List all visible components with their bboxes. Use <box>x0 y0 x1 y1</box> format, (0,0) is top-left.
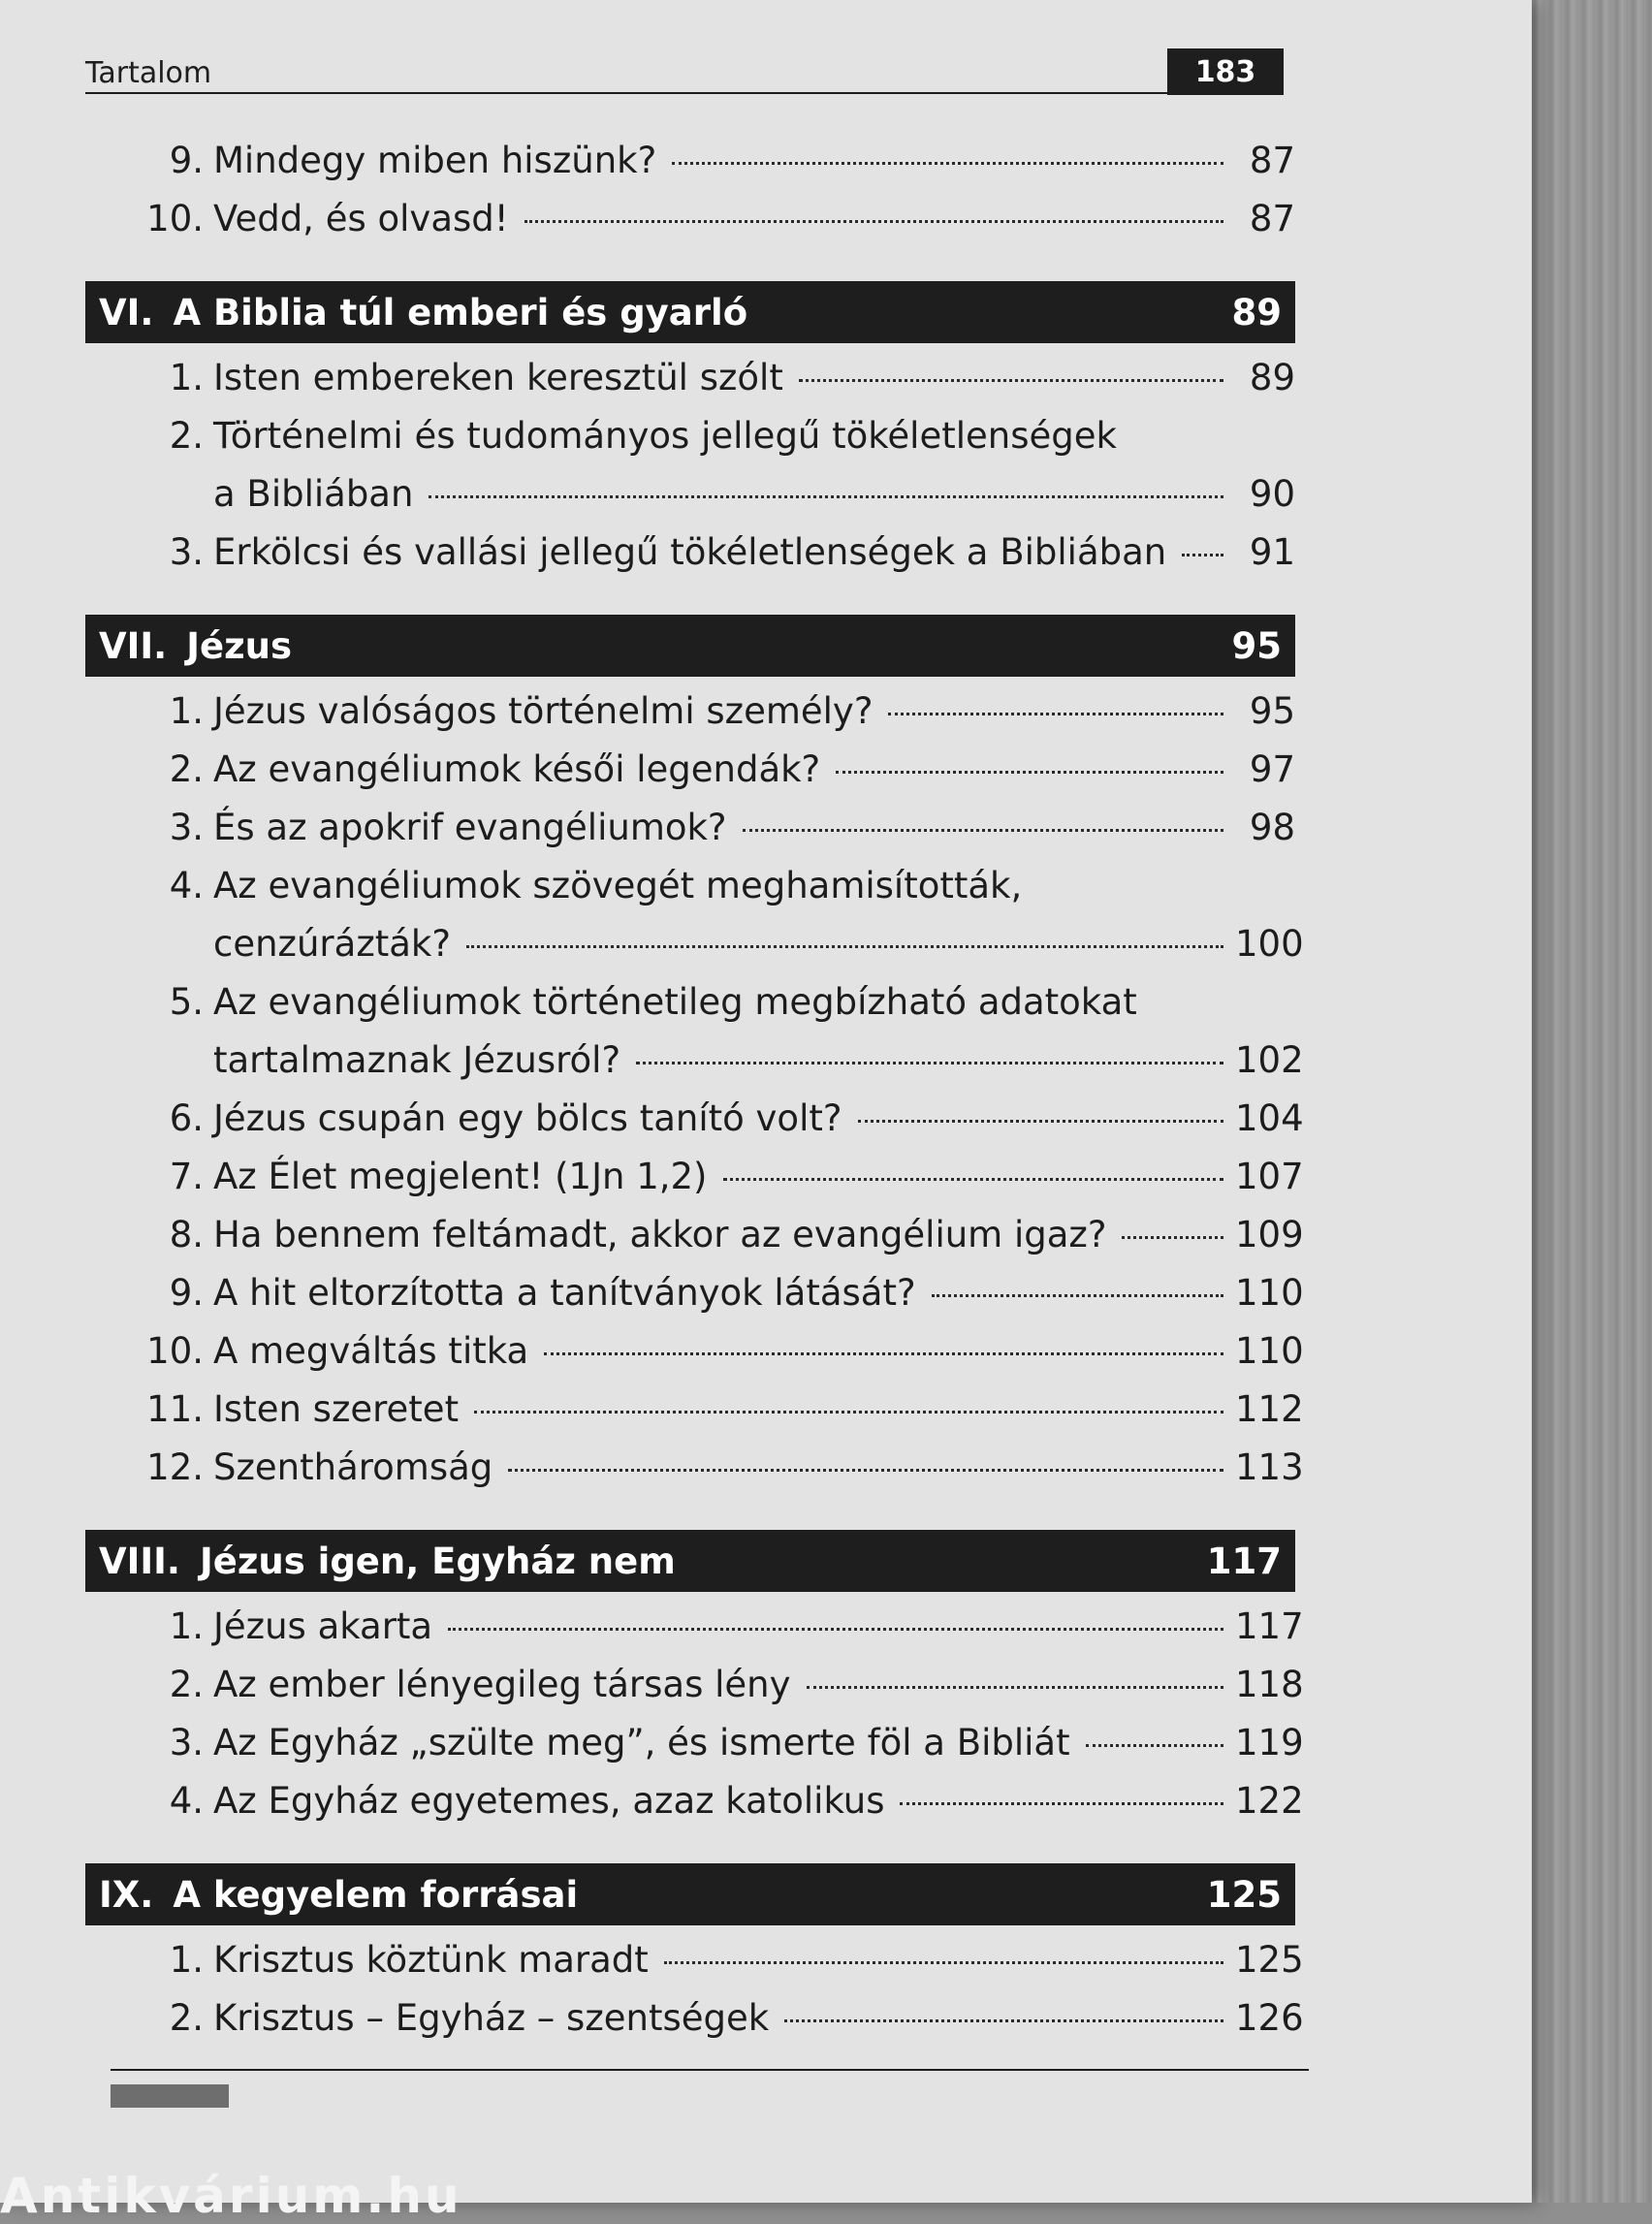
entry-number: 10. <box>146 198 204 239</box>
entry-number: 2. <box>169 748 204 790</box>
entry-page-number: 126 <box>1235 1997 1304 2039</box>
toc-entry <box>85 683 1295 741</box>
entry-title: Isten szeretet <box>213 1388 460 1430</box>
chapter-heading <box>85 1530 1295 1592</box>
chapter-page-number: 117 <box>1206 1540 1282 1582</box>
entry-title: A megváltás titka <box>213 1330 529 1372</box>
toc-entry <box>85 1989 1304 2048</box>
entry-title: Krisztus – Egyház – szentségek <box>213 1997 770 2039</box>
toc-entry-continuation <box>85 465 1295 524</box>
entry-page-number: 104 <box>1235 1097 1304 1139</box>
dot-leader <box>723 1178 1224 1181</box>
dot-leader <box>743 829 1223 832</box>
entry-page-number: 102 <box>1235 1039 1304 1081</box>
dot-leader <box>636 1062 1223 1064</box>
entry-number: 6. <box>169 1097 204 1139</box>
entry-title: Erkölcsi és vallási jellegű tökéletlenségek a Bibliában <box>213 531 1167 573</box>
entry-page-number: 113 <box>1235 1446 1304 1488</box>
entry-number: 2. <box>169 415 204 457</box>
toc-entry <box>85 1322 1304 1381</box>
entry-page-number: 89 <box>1249 357 1295 398</box>
entry-number: 12. <box>146 1446 204 1488</box>
table-of-contents <box>85 132 1304 2048</box>
entry-number: 9. <box>169 140 204 181</box>
toc-entry <box>85 1206 1304 1264</box>
header-rule <box>85 92 1284 94</box>
toc-entry <box>85 741 1295 799</box>
dot-leader <box>466 945 1223 948</box>
entry-title: Az evangéliumok történetileg megbízható adatokat <box>213 981 1137 1023</box>
entry-title: Az Egyház egyetemes, azaz katolikus <box>213 1780 885 1822</box>
toc-entry <box>85 973 1295 1032</box>
toc-entry <box>85 1264 1304 1322</box>
entry-title: Mindegy miben hiszünk? <box>213 140 657 181</box>
dot-leader <box>888 713 1223 715</box>
chapter-number: VI. <box>99 291 154 334</box>
entry-title: Vedd, és olvasd! <box>213 198 509 239</box>
dot-leader <box>784 2019 1223 2022</box>
dot-leader <box>474 1411 1223 1414</box>
dot-leader <box>429 495 1223 498</box>
entry-number: 1. <box>169 1605 204 1647</box>
entry-page-number: 110 <box>1235 1330 1304 1372</box>
entry-page-number: 110 <box>1235 1272 1304 1314</box>
toc-entry-continuation <box>85 1032 1304 1090</box>
toc-entry <box>85 1598 1304 1656</box>
entry-number: 10. <box>146 1330 204 1372</box>
dot-leader <box>664 1961 1223 1964</box>
entry-title: cenzúrázták? <box>213 923 451 965</box>
entry-page-number: 87 <box>1249 198 1295 239</box>
dot-leader <box>508 1469 1223 1472</box>
entry-number: 3. <box>169 807 204 848</box>
chapter-page-number: 89 <box>1231 291 1282 334</box>
dot-leader <box>858 1120 1224 1123</box>
entry-title: A hit eltorzította a tanítványok látását? <box>213 1272 916 1314</box>
chapter-title: Jézus <box>186 624 292 667</box>
entry-number: 3. <box>169 531 204 573</box>
entry-number: 9. <box>169 1272 204 1314</box>
entry-page-number: 119 <box>1235 1722 1304 1763</box>
toc-entry <box>85 1148 1304 1206</box>
running-title: Tartalom <box>85 56 212 90</box>
entry-title: Szentháromság <box>213 1446 493 1488</box>
entry-number: 1. <box>169 690 204 732</box>
toc-entry <box>85 1439 1304 1497</box>
toc-entry <box>85 132 1295 190</box>
entry-page-number: 98 <box>1249 807 1295 848</box>
entry-number: 4. <box>169 865 204 906</box>
entry-title: Krisztus köztünk maradt <box>213 1939 649 1981</box>
background-surface <box>1512 0 1652 2203</box>
entry-title: a Bibliában <box>213 473 414 515</box>
entry-title: tartalmaznak Jézusról? <box>213 1039 621 1081</box>
chapter-page-number: 125 <box>1206 1873 1282 1916</box>
chapter-number: VII. <box>99 624 168 667</box>
entry-page-number: 90 <box>1249 473 1295 515</box>
entry-number: 4. <box>169 1780 204 1822</box>
chapter-heading <box>85 281 1295 343</box>
dot-leader <box>799 379 1223 382</box>
chapter-heading <box>85 1863 1295 1925</box>
entry-page-number: 87 <box>1249 140 1295 181</box>
dot-leader <box>672 162 1223 165</box>
entry-title: Jézus akarta <box>213 1605 433 1647</box>
entry-number: 2. <box>169 1997 204 2039</box>
chapter-number: IX. <box>99 1873 154 1916</box>
dot-leader <box>1086 1744 1223 1747</box>
entry-title: Az Egyház „szülte meg”, és ismerte föl a Bibliát <box>213 1722 1070 1763</box>
chapter-number: VIII. <box>99 1540 180 1582</box>
entry-page-number: 100 <box>1235 923 1304 965</box>
entry-number: 1. <box>169 357 204 398</box>
entry-page-number: 125 <box>1235 1939 1304 1981</box>
dot-leader <box>544 1352 1223 1355</box>
chapter-title: Jézus igen, Egyház nem <box>200 1540 676 1582</box>
chapter-title: A Biblia túl emberi és gyarló <box>173 291 748 334</box>
chapter-heading <box>85 615 1295 677</box>
dot-leader <box>836 771 1223 774</box>
entry-number: 2. <box>169 1664 204 1705</box>
page-number-badge: 183 <box>1167 48 1284 95</box>
entry-number: 7. <box>169 1156 204 1197</box>
dot-leader <box>932 1294 1223 1297</box>
entry-number: 3. <box>169 1722 204 1763</box>
entry-title: Ha bennem feltámadt, akkor az evangélium igaz? <box>213 1214 1107 1255</box>
toc-entry <box>85 1090 1304 1148</box>
dot-leader <box>1122 1236 1223 1239</box>
dot-leader <box>900 1802 1223 1805</box>
entry-number: 8. <box>169 1214 204 1255</box>
entry-page-number: 122 <box>1235 1780 1304 1822</box>
watermark: Antikvárium.hu <box>0 2168 462 2224</box>
toc-entry <box>85 349 1295 407</box>
entry-title: Történelmi és tudományos jellegű tökéletlenségek <box>213 415 1117 457</box>
entry-title: Isten embereken keresztül szólt <box>213 357 783 398</box>
toc-entry <box>85 1656 1304 1714</box>
toc-entry <box>85 1772 1304 1830</box>
entry-title: Jézus csupán egy bölcs tanító volt? <box>213 1097 842 1139</box>
toc-entry <box>85 407 1295 465</box>
entry-title: Az evangéliumok szövegét meghamisították, <box>213 865 1023 906</box>
toc-entry <box>85 1381 1304 1439</box>
entry-number: 1. <box>169 1939 204 1981</box>
chapter-page-number: 95 <box>1231 624 1282 667</box>
chapter-title: A kegyelem forrásai <box>173 1873 579 1916</box>
entry-title: Az Élet megjelent! (1Jn 1,2) <box>213 1156 708 1197</box>
entry-page-number: 117 <box>1235 1605 1304 1647</box>
entry-number: 11. <box>146 1388 204 1430</box>
entry-title: Az evangéliumok késői legendák? <box>213 748 821 790</box>
entry-title: Az ember lényegileg társas lény <box>213 1664 791 1705</box>
footer-bar <box>111 2084 229 2108</box>
toc-entry <box>85 190 1295 248</box>
toc-entry-continuation <box>85 915 1304 973</box>
entry-page-number: 118 <box>1235 1664 1304 1705</box>
entry-title: És az apokrif evangéliumok? <box>213 807 727 848</box>
entry-page-number: 107 <box>1235 1156 1304 1197</box>
entry-page-number: 91 <box>1249 531 1295 573</box>
entry-page-number: 109 <box>1235 1214 1304 1255</box>
dot-leader <box>524 220 1223 223</box>
toc-entry <box>85 524 1295 582</box>
running-header <box>85 48 1284 97</box>
entry-page-number: 112 <box>1235 1388 1304 1430</box>
dot-leader <box>807 1686 1223 1689</box>
toc-entry <box>85 857 1295 915</box>
entry-page-number: 95 <box>1249 690 1295 732</box>
dot-leader <box>448 1628 1223 1631</box>
toc-entry <box>85 799 1295 857</box>
entry-page-number: 97 <box>1249 748 1295 790</box>
entry-number: 5. <box>169 981 204 1023</box>
footer-rule <box>111 2069 1309 2071</box>
dot-leader <box>1182 554 1223 556</box>
entry-title: Jézus valóságos történelmi személy? <box>213 690 874 732</box>
toc-entry <box>85 1931 1304 1989</box>
toc-entry <box>85 1714 1304 1772</box>
